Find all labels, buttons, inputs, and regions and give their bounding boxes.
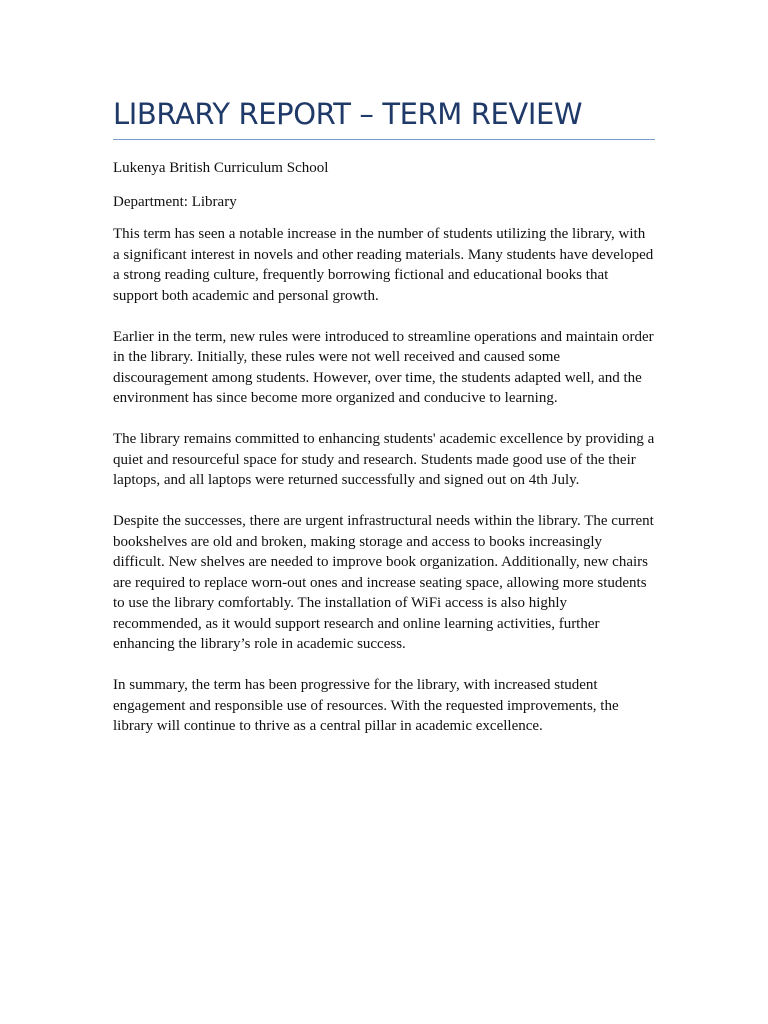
document-title: LIBRARY REPORT – TERM REVIEW (113, 97, 583, 131)
paragraph-reading-increase: This term has seen a notable increase in the number of students utilizing the library, with a significant interest in novels and other reading materials. Many students have developed a strong reading culture, frequently borrowing fictional and educational books that support both academic and personal growth. (113, 226, 654, 304)
school-name: Lukenya British Curriculum School (113, 160, 329, 176)
paragraph-new-rules: Earlier in the term, new rules were introduced to streamline operations and maintain order in the library. Initially, these rules were not well received and caused some discouragement among students. However, over time, the students adapted well, and the environment has since become more organized and conducive to learning. (113, 328, 654, 406)
department-line: Department: Library (113, 193, 237, 210)
paragraph-laptops: The library remains committed to enhancing students' academic excellence by providing a quiet and resourceful space for study and research. Students made good use of the their laptops, and all laptops were returned successfully and signed out on 4th July. (113, 431, 655, 488)
title-underline-divider (113, 139, 655, 140)
document-body (113, 92, 655, 757)
paragraph-infrastructure-needs: Despite the successes, there are urgent infrastructural needs within the library. The current bookshelves are old and broken, making storage and access to books increasingly difficult. New shelves are needed to improve book organization. Additionally, new chairs are required to replace worn-out ones and increase seating space, allowing more students to use the library comfortably. The installation of WiFi access is also highly recommended, as it would support research and online learning activities, further enhancing the library’s role in academic success. (113, 513, 654, 652)
paragraph-summary: In summary, the term has been progressive for the library, with increased student engagement and responsible use of resources. With the requested improvements, the library will continue to thrive as a central pillar in academic excellence. (113, 677, 619, 734)
